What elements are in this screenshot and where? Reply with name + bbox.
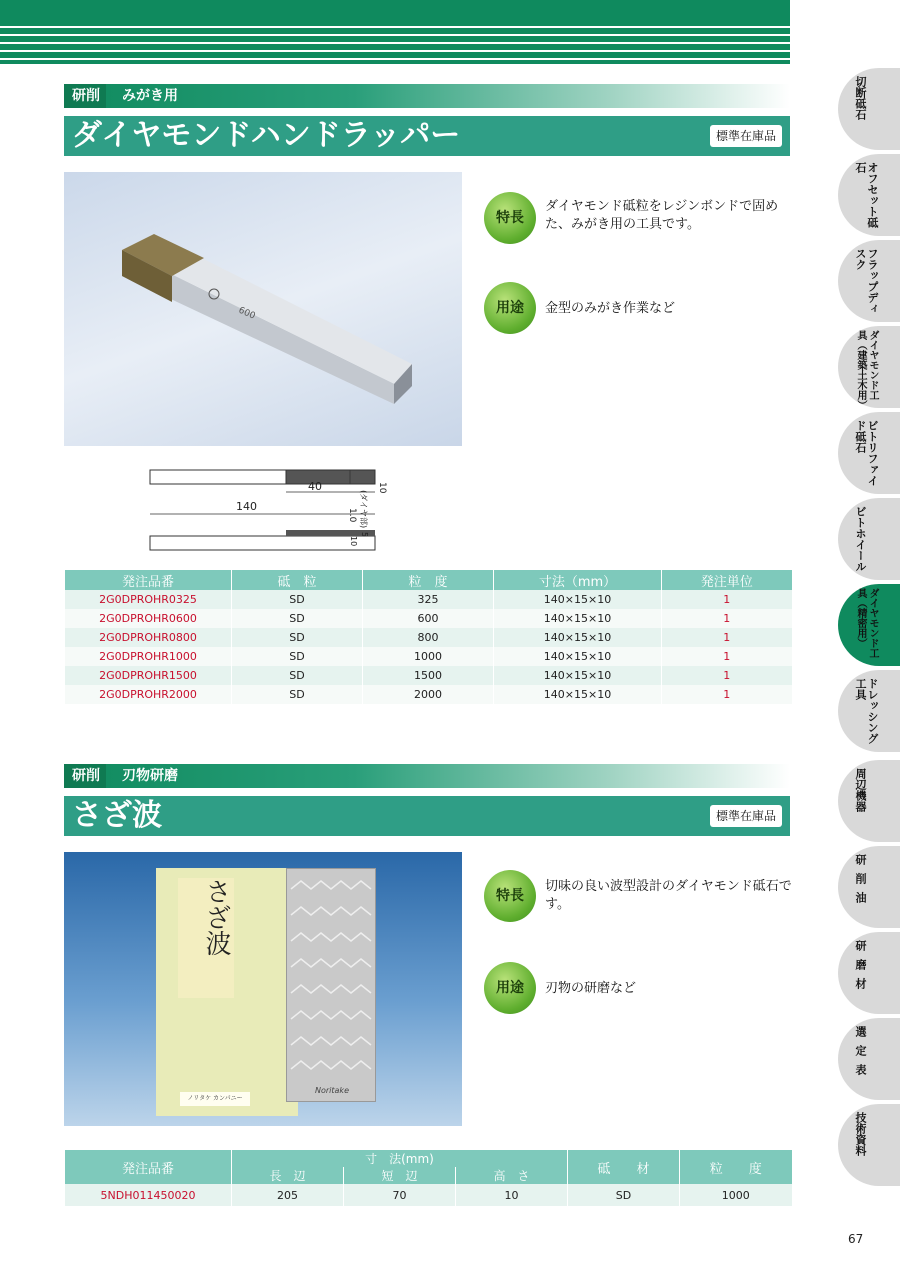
section1-category-bar [64,84,790,108]
side-tab-flap[interactable]: フラップディスク [838,240,900,322]
section1-use-text: 金型のみがき作業など [545,301,676,316]
side-tab-peripherals[interactable]: 周辺機器 [838,760,900,842]
svg-text:1.0: 1.0 [347,508,357,523]
col-grit: 粒 度 [363,570,494,590]
side-tab-diamond-precision[interactable]: ダイヤモンド工具（精密用） [838,584,900,666]
side-tab-cutting[interactable]: 切断砥石 [838,68,900,150]
section1-use-badge: 用途 [484,282,536,334]
section1-subcategory: みがき用 [122,88,178,104]
photo-grit-mark: 600 [236,305,257,322]
side-tab-abrasive[interactable]: 研磨材 [838,932,900,1014]
side-tab-technical[interactable]: 技術資料 [838,1104,900,1186]
svg-text:10: 10 [349,536,358,547]
product-package [156,868,298,1116]
header-stripe [0,34,790,36]
header-stripe [0,50,790,52]
section1-category: 研削 [64,84,106,108]
header-stripe [0,42,790,44]
section2-feature-badge: 特長 [484,870,536,922]
page-number: 67 [848,1232,864,1246]
col-material: 砥 材 [568,1150,680,1184]
side-tab-selection[interactable]: 選定表 [838,1018,900,1100]
section2-spec-table [64,1150,792,1206]
col-order-code: 発注品番 [65,570,232,590]
section1-title: ダイヤモンドハンドラッパー [72,118,461,153]
section1-feature-badge: 特長 [484,192,536,244]
col-dimensions: 寸法（mm） [494,570,662,590]
table-row: 5NDH011450020 205 70 10 SD 1000 [65,1184,792,1206]
section2-use-badge: 用途 [484,962,536,1014]
section2-product-photo [64,852,462,1126]
section2-category: 研削 [64,764,106,788]
header-band [0,0,790,64]
package-brand-label: ノリタケ カンパニー [180,1092,250,1106]
table-row: 2G0DPROHR2000 SD 2000 140×15×10 1 [65,685,792,704]
section2-feature-text: 切味の良い波型設計のダイヤモンド砥石です。 [545,879,792,912]
side-tab-diamond-construction[interactable]: ダイヤモンド工具（建築土木用） [838,326,900,408]
col-dimensions: 寸 法(mm) [232,1150,568,1167]
table-row: 2G0DPROHR1500 SD 1500 140×15×10 1 [65,666,792,685]
col-long-side: 長 辺 [232,1167,344,1184]
header-stripe [0,26,790,28]
side-tab-vitrified[interactable]: ビトリファイド砥石 [838,412,900,494]
stone-brand-mark: Noritake [315,1086,349,1095]
table-row: 2G0DPROHR0325 SD 325 140×15×10 1 [65,590,792,609]
table-header-row [65,570,792,590]
svg-text:140: 140 [236,500,257,513]
section1-product-photo [64,172,462,446]
package-calligraphy: さざ波 [178,878,234,998]
section2-subcategory: 刃物研磨 [122,768,178,784]
svg-text:40: 40 [308,480,322,493]
col-grain: 砥 粒 [232,570,363,590]
section2-title-bar [64,796,790,836]
col-grit: 粒 度 [680,1150,792,1184]
whetstone [286,868,376,1102]
section1-stock-badge: 標準在庫品 [710,125,782,147]
table-row: 2G0DPROHR0600 SD 600 140×15×10 1 [65,609,792,628]
section1-spec-table [64,570,792,704]
side-tab-bitwheel[interactable]: ビトホイール [838,498,900,580]
side-tab-oil[interactable]: 研削油 [838,846,900,928]
section1-dimension-diagram [140,460,390,556]
svg-text:(ダイヤ部): (ダイヤ部) [359,490,368,529]
section2-stock-badge: 標準在庫品 [710,805,782,827]
table-header-row [65,1150,792,1167]
col-order-code: 発注品番 [65,1150,232,1184]
section2-use-text: 刃物の研磨など [545,981,637,996]
side-tab-dressing[interactable]: ドレッシング工具 [838,670,900,752]
side-tab-offset[interactable]: オフセット砥石 [838,154,900,236]
header-stripe [0,58,790,60]
svg-text:10: 10 [377,482,387,494]
col-height: 高 さ [456,1167,568,1184]
section2-category-bar [64,764,790,788]
col-short-side: 短 辺 [344,1167,456,1184]
table-row: 2G0DPROHR0800 SD 800 140×15×10 1 [65,628,792,647]
table-row: 2G0DPROHR1000 SD 1000 140×15×10 1 [65,647,792,666]
section1-feature-text: ダイヤモンド砥粒をレジンボンドで固めた、みがき用の工具です。 [545,199,779,232]
svg-text:5: 5 [360,532,369,538]
section2-title: さざ波 [72,798,162,833]
section1-title-bar [64,116,790,156]
col-order-unit: 発注単位 [662,570,792,590]
